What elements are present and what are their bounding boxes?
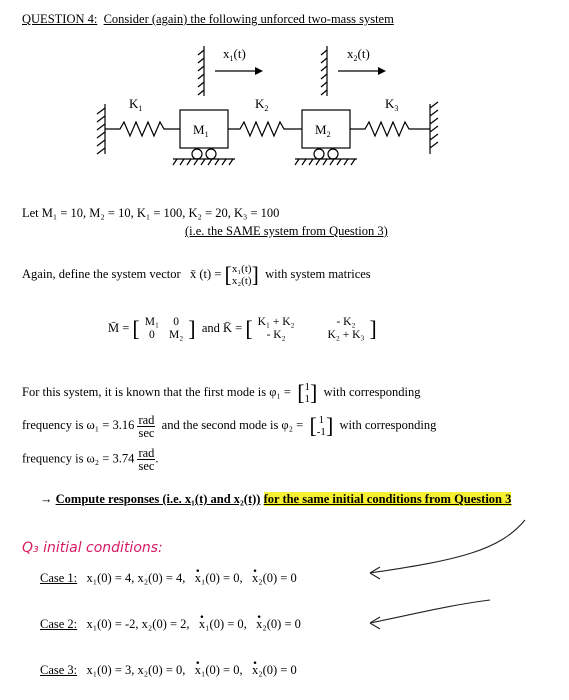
case-3: Case 3: x₁(0) = 3, x₂(0) = 0, . x₁(0) = 0, . x₂(0) = 0	[40, 663, 297, 678]
second-frequency-line: frequency is ω₂ = 3.74 $\frac{\text{rad}}{\sec}$ .	[22, 446, 159, 473]
case-2: Case 2: x₁(0) = -2, x₂(0) = 2, . x₁(0) = 0, . x₂(0) = 0	[40, 617, 301, 632]
label-k3: $K_3$	[385, 96, 399, 113]
label-m1: $M_1$	[193, 122, 209, 139]
question-number: QUESTION 4:	[22, 12, 98, 26]
spring-k3	[350, 122, 430, 136]
case-label: Case 1:	[40, 571, 78, 585]
second-mode-line: frequency is ω₁ = 3.16 $\frac{\text{rad}}{\sec}$ and the second mode is φ₂ = [ 1 -1 ] with corresponding	[22, 412, 437, 440]
system-vector: x₁(t) x₂(t)	[231, 263, 252, 287]
label-m2: $M_2$	[315, 122, 331, 139]
handwritten-arrows	[340, 505, 540, 635]
stiffness-matrix: K₁ + K₂ - K₂ - K₂ K₂ + K₃	[257, 316, 365, 341]
pointer-line-1	[370, 520, 525, 573]
case-label: Case 2:	[40, 617, 78, 631]
wheel	[314, 149, 324, 159]
highlighted-text: for the same initial conditions from Question 3	[263, 492, 512, 506]
question-prompt: Consider (again) the following unforced two-mass system	[103, 12, 394, 26]
spring-k2	[228, 122, 302, 136]
stiffness-matrix-label: K̄ =	[223, 320, 243, 335]
wheel	[192, 149, 202, 159]
and-text: and	[201, 320, 220, 335]
question-title	[22, 12, 394, 27]
arrow-icon: →	[40, 492, 53, 506]
two-mass-system-diagram	[85, 38, 485, 178]
xbar-label: x̄ (t) =	[190, 266, 222, 281]
mode-vector-1: 1 1	[304, 381, 311, 405]
wheel	[328, 149, 338, 159]
case-1: Case 1: x₁(0) = 4, x₂(0) = 4, . x₁(0) = 0, . x₂(0) = 0	[40, 571, 297, 586]
define-text-2: with system matrices	[265, 266, 371, 281]
label-x2: $x_2(t)$	[347, 46, 370, 63]
label-x1: $x_1(t)$	[223, 46, 246, 63]
system-matrices: M̄ = [ M₁ 0 0 M₂ ] and K̄ = [ K₁ + K₂ - K₂ - K₂ K₂ + K₃ ]	[108, 316, 377, 341]
rad-per-sec-unit: $\frac{\text{rad}}{\sec}$	[138, 412, 155, 440]
spring-k1	[105, 122, 180, 136]
case-label: Case 3:	[40, 663, 78, 677]
label-k2: $K_2$	[255, 96, 269, 113]
wheel	[206, 149, 216, 159]
first-mode-line: For this system, it is known that the first mode is φ₁ = [ 1 1 ] with corresponding	[22, 380, 421, 405]
pointer-line-2	[370, 600, 490, 623]
parameter-line: Let M₁ = 10, M₂ = 10, K₁ = 100, K₂ = 20, K₃ = 100	[22, 206, 280, 220]
left-wall-hatch	[97, 108, 105, 154]
arrowhead-x1	[255, 67, 263, 75]
mass-matrix-label: M̄ =	[108, 320, 130, 335]
compute-instruction: → Compute responses (i.e. x₁(t) and x₂(t)) for the same initial conditions from Question 3	[40, 492, 512, 506]
rad-per-sec-unit: $\frac{\text{rad}}{\sec}$	[138, 446, 155, 473]
right-wall-hatch	[430, 102, 438, 148]
mass-matrix: M₁ 0 0 M₂	[144, 316, 184, 341]
same-system-note: (i.e. the SAME system from Question 3)	[185, 224, 388, 238]
arrowhead-x2	[378, 67, 386, 75]
define-text: Again, define the system vector	[22, 266, 181, 281]
label-k1: $K_1$	[129, 96, 143, 113]
system-vector-line: Again, define the system vector x̄ (t) = [ x₁(t) x₂(t) ] with system matrices	[22, 262, 371, 287]
mode-vector-2: 1 -1	[316, 414, 326, 438]
handwritten-note: Q₃ initial conditions:	[22, 540, 163, 556]
